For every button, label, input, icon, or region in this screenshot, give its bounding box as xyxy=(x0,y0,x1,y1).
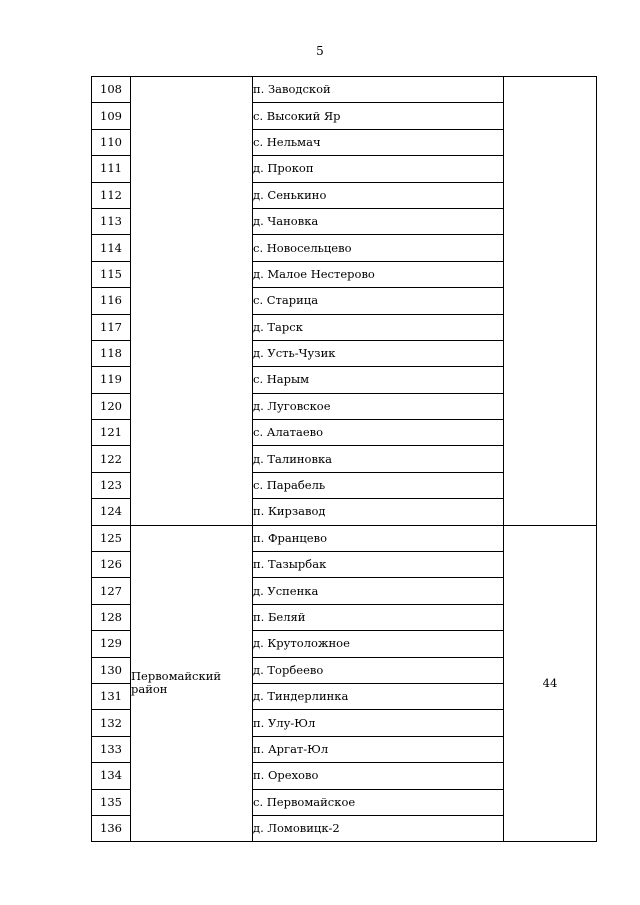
settlement-cell: п. Тазырбак xyxy=(253,552,504,578)
row-number-cell: 126 xyxy=(92,552,131,578)
table-row xyxy=(92,77,597,103)
district-cell: Первомайский район xyxy=(131,525,253,842)
row-number-cell: 131 xyxy=(92,683,131,709)
row-number-cell: 129 xyxy=(92,631,131,657)
row-number-cell: 128 xyxy=(92,604,131,630)
row-number-cell: 132 xyxy=(92,710,131,736)
settlement-cell: с. Нельмач xyxy=(253,129,504,155)
row-number-cell: 136 xyxy=(92,815,131,841)
settlement-cell: с. Новосельцево xyxy=(253,235,504,261)
settlement-cell: д. Сенькино xyxy=(253,182,504,208)
settlement-cell: д. Талиновка xyxy=(253,446,504,472)
settlement-cell: с. Алатаево xyxy=(253,420,504,446)
row-number-cell: 115 xyxy=(92,261,131,287)
row-number-cell: 118 xyxy=(92,340,131,366)
settlement-cell: п. Францево xyxy=(253,525,504,551)
row-number-cell: 123 xyxy=(92,472,131,498)
settlement-cell: д. Прокоп xyxy=(253,156,504,182)
page-number: 5 xyxy=(316,44,324,58)
settlement-cell: п. Орехово xyxy=(253,763,504,789)
row-number-cell: 120 xyxy=(92,393,131,419)
row-number-cell: 133 xyxy=(92,736,131,762)
row-number-cell: 130 xyxy=(92,657,131,683)
row-number-cell: 109 xyxy=(92,103,131,129)
count-cell: 44 xyxy=(504,525,597,842)
settlement-cell: с. Первомайское xyxy=(253,789,504,815)
table-row xyxy=(92,525,597,551)
settlement-cell: д. Ломовицк-2 xyxy=(253,815,504,841)
row-number-cell: 111 xyxy=(92,156,131,182)
settlement-cell: д. Усть-Чузик xyxy=(253,340,504,366)
row-number-cell: 113 xyxy=(92,208,131,234)
district-cell xyxy=(131,77,253,526)
settlement-cell: п. Улу-Юл xyxy=(253,710,504,736)
settlement-cell: с. Старица xyxy=(253,288,504,314)
settlement-cell: д. Малое Нестерово xyxy=(253,261,504,287)
row-number-cell: 125 xyxy=(92,525,131,551)
row-number-cell: 122 xyxy=(92,446,131,472)
row-number-cell: 117 xyxy=(92,314,131,340)
row-number-cell: 124 xyxy=(92,499,131,525)
settlement-cell: п. Заводской xyxy=(253,77,504,103)
settlement-cell: п. Аргат-Юл xyxy=(253,736,504,762)
settlement-cell: с. Парабель xyxy=(253,472,504,498)
settlement-cell: д. Тиндерлинка xyxy=(253,683,504,709)
row-number-cell: 134 xyxy=(92,763,131,789)
settlement-cell: д. Крутоложное xyxy=(253,631,504,657)
row-number-cell: 112 xyxy=(92,182,131,208)
settlement-cell: д. Чановка xyxy=(253,208,504,234)
settlement-cell: п. Беляй xyxy=(253,604,504,630)
settlement-cell: д. Луговское xyxy=(253,393,504,419)
row-number-cell: 114 xyxy=(92,235,131,261)
row-number-cell: 110 xyxy=(92,129,131,155)
row-number-cell: 119 xyxy=(92,367,131,393)
settlement-cell: п. Кирзавод xyxy=(253,499,504,525)
row-number-cell: 135 xyxy=(92,789,131,815)
row-number-cell: 121 xyxy=(92,420,131,446)
row-number-cell: 127 xyxy=(92,578,131,604)
table-body xyxy=(92,77,597,842)
settlement-cell: д. Успенка xyxy=(253,578,504,604)
row-number-cell: 108 xyxy=(92,77,131,103)
settlement-cell: с. Нарым xyxy=(253,367,504,393)
row-number-cell: 116 xyxy=(92,288,131,314)
settlements-table xyxy=(91,76,597,842)
settlement-cell: с. Высокий Яр xyxy=(253,103,504,129)
count-cell xyxy=(504,77,597,526)
settlement-cell: д. Торбеево xyxy=(253,657,504,683)
settlement-cell: д. Тарск xyxy=(253,314,504,340)
